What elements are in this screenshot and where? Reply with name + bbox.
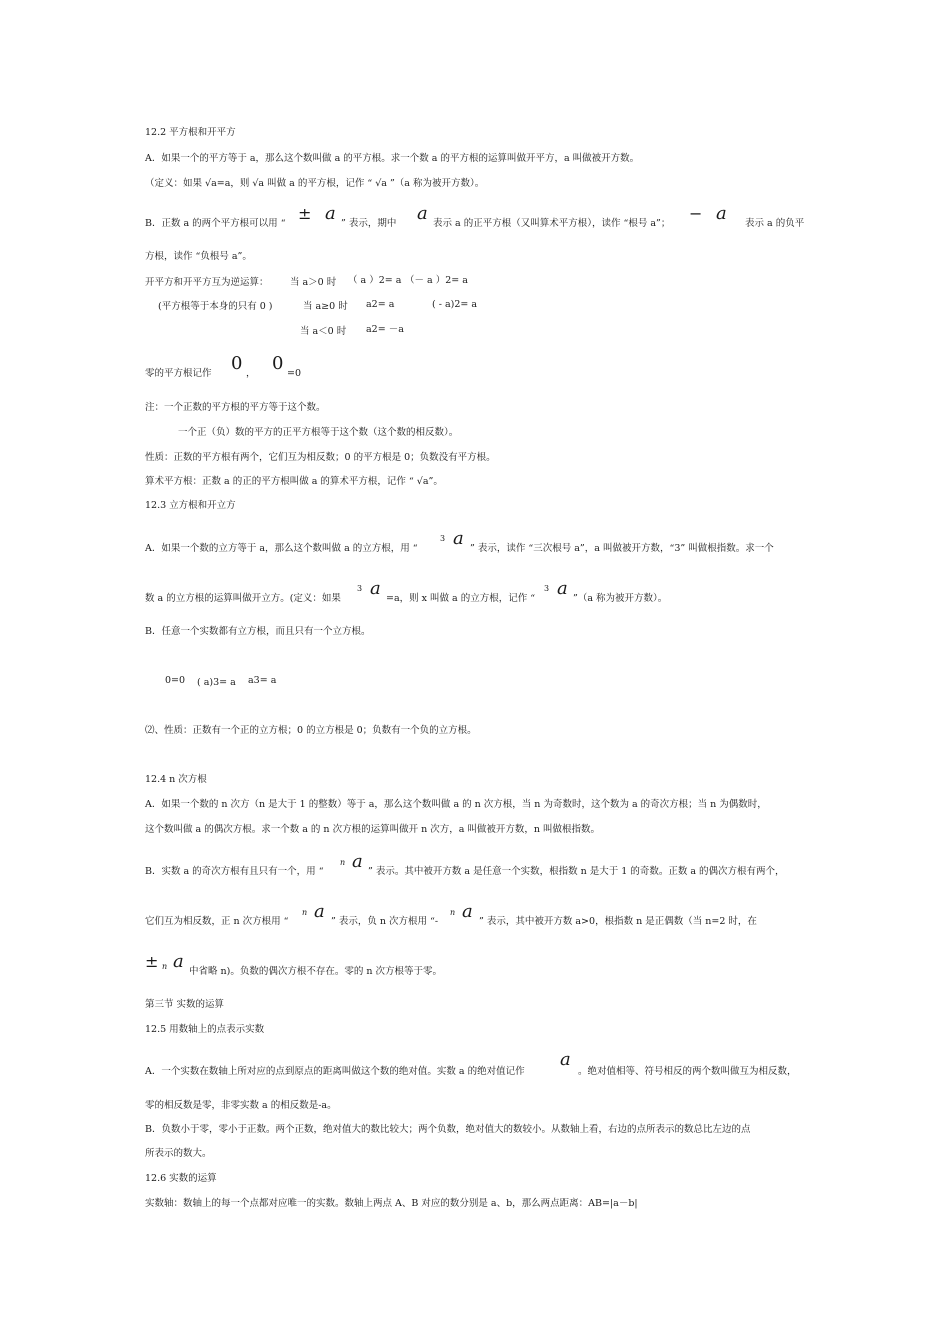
section-title-12-2: 12.2 平方根和开平方 [145,127,236,138]
paragraph-12-2-b-start: B．正数 a 的两个平方根可以用 “ [145,218,286,229]
radicand-a: a [462,901,473,922]
note-line-1: 注：一个正数的平方根的平方等于这个数。 [145,402,326,413]
paragraph-12-4-a-1: A．如果一个数的 n 次方（n 是大于 1 的整数）等于 a，那么这个数叫做 a 的 n 次方根，当 n 为奇数时，这个数为 a 的奇次方根；当 n 为偶数时， [145,799,767,810]
paragraph-12-5-a-end: 。绝对值相等、符号相反的两个数叫做互为相反数， [578,1066,797,1077]
zero-symbol: 0 [231,353,243,374]
condition-a-nonnegative: 当 a≥0 时 [303,301,348,312]
paragraph-12-5-a-start: A．一个实数在数轴上所对应的点到原点的距离叫做这个数的绝对值。实数 a 的绝对值记作 [145,1066,525,1077]
paragraph-12-3-a-cont-mid: =a，则 x 叫做 a 的立方根，记作 “ [386,593,536,604]
paragraph-12-4-b-cont-mid: ” 表示，负 n 次方根用 “- [331,916,439,927]
radicand-a: a [352,851,363,872]
paragraph-12-4-b-end: ” 表示。其中被开方数 a 是任意一个实数，根指数 n 是大于 1 的奇数。正数 a 的偶次方根有两个， [368,866,785,877]
paragraph-12-2-b-cont: 方根，读作 “负根号 a”。 [145,251,252,262]
formula-cube-root-of-cube: a3= a [248,675,277,686]
note-line-2: 一个正（负）数的平方的正平方根等于这个数（这个数的相反数）。 [178,427,459,438]
paragraph-12-3-a-end: ” 表示，读作 “三次根号 a”，a 叫做被开方数，“3” 叫做根指数。求一个 [470,543,774,554]
paragraph-12-4-b-cont-end: ” 表示，其中被开方数 a>0，根指数 n 是正偶数（当 n=2 时，在 [479,916,757,927]
minus-symbol: − [689,204,703,223]
zero-sqrt-label: 零的平方根记作 [145,368,212,379]
paragraph-12-4-a-2: 这个数叫做 a 的偶次方根。求一个数 a 的 n 次方根的运算叫做开 n 次方，a 叫做被开方数，n 叫做根指数。 [145,824,601,835]
formula-sqrt-of-neg-a-squared: ( - a)2= a [432,299,478,310]
number-axis-description: 实数轴：数轴上的每一个点都对应唯一的实数。数轴上两点 A、B 对应的数分别是 a、b，那么两点距离：AB=|a－b| [145,1198,638,1209]
paragraph-12-4-b-start: B．实数 a 的奇次方根有且只有一个，用 “ [145,866,324,877]
root-index-3: 3 [357,584,363,593]
property-square-root: 性质：正数的平方根有两个，它们互为相反数；0 的平方根是 0；负数没有平方根。 [145,452,496,463]
radicand-a: a [173,951,184,972]
root-index-n: n [162,962,168,971]
section-title-12-4: 12.4 n 次方根 [145,774,207,785]
paragraph-12-5-a-cont: 零的相反数是零，非零实数 a 的相反数是-a。 [145,1100,337,1111]
section-title-12-3: 12.3 立方根和开立方 [145,500,236,511]
root-index-3: 3 [544,584,550,593]
section-title-12-6: 12.6 实数的运算 [145,1173,217,1184]
paragraph-12-2-b-end: 表示 a 的负平 [745,218,805,229]
radicand-a: a [417,203,428,224]
radicand-a: a [370,578,381,599]
absolute-value-a: a [560,1049,571,1070]
paragraph-12-5-b-2: 所表示的数大。 [145,1148,212,1159]
paragraph-12-3-a-start: A．如果一个数的立方等于 a，那么这个数叫做 a 的立方根，用 “ [145,543,418,554]
radicand-a: a [716,203,727,224]
formula-cube-root-cubed: ( a)3= a [197,677,236,688]
radicand-a: a [453,528,464,549]
inverse-operation-label: 开平方和开平方互为逆运算： [145,277,269,288]
section-title-12-5: 12.5 用数轴上的点表示实数 [145,1024,265,1035]
formula-cube-root-zero: 0=0 [165,675,186,686]
arithmetic-square-root: 算术平方根：正数 a 的正的平方根叫做 a 的算术平方根，记作 “ √a”。 [145,476,443,487]
paragraph-12-3-a-cont-end: ”（a 称为被开方数）。 [573,593,668,604]
paragraph-12-4-b-last: 中省略 n)。负数的偶次方根不存在。零的 n 次方根等于零。 [189,966,443,977]
radicand-a: a [314,901,325,922]
condition-a-positive: 当 a＞0 时 [290,277,337,288]
definition-square-root: （定义：如果 √a=a，则 √a 叫做 a 的平方根，记作 “ √a ”（a 称为被开方数）。 [145,178,485,189]
root-index-3: 3 [440,534,446,543]
formula-sqrt-a-squared-negative: a2= －a [366,324,404,335]
root-index-n: n [340,858,346,867]
comma: ， [246,368,256,379]
zero-symbol: 0 [272,353,284,374]
formula-sqrt-of-a-squared: a2= a [366,299,395,310]
condition-a-negative: 当 a＜0 时 [300,326,347,337]
paragraph-12-2-a: A．如果一个的平方等于 a，那么这个数叫做 a 的平方根。求一个数 a 的平方根的运算叫做开平方，a 叫做被开方数。 [145,153,640,164]
paragraph-12-3-a-cont-start: 数 a 的立方根的运算叫做开立方。(定义：如果 [145,593,341,604]
equals-zero: =0 [287,368,302,379]
paragraph-12-2-b-mid1: ” 表示，期中 [341,218,397,229]
paragraph-12-5-b-1: B．负数小于零，零小于正数。两个正数，绝对值大的数比较大；两个负数，绝对值大的数较小。从数轴上看，右边的点所表示的数总比左边的点 [145,1124,751,1135]
formula-neg-sqrt-a-squared: （－ a ）2= a [405,275,468,286]
root-index-n: n [450,908,456,917]
note-square-root-self: (平方根等于本身的只有 0 ) [158,301,273,312]
formula-sqrt-a-squared: （ a ）2= a [348,275,402,286]
radicand-a: a [557,578,568,599]
plus-minus-symbol: ± [145,952,159,971]
paragraph-12-2-b-mid2: 表示 a 的正平方根（又叫算术平方根），读作 “根号 a”； [433,218,671,229]
plus-minus-symbol: ± [298,204,312,223]
radicand-a: a [325,203,336,224]
property-cube-root: ⑵、性质：正数有一个正的立方根；0 的立方根是 0；负数有一个负的立方根。 [145,725,477,736]
root-index-n: n [302,908,308,917]
chapter-section-title: 第三节 实数的运算 [145,999,225,1010]
paragraph-12-3-b: B．任意一个实数都有立方根，而且只有一个立方根。 [145,626,371,637]
paragraph-12-4-b-cont-start: 它们互为相反数，正 n 次方根用 “ [145,916,289,927]
